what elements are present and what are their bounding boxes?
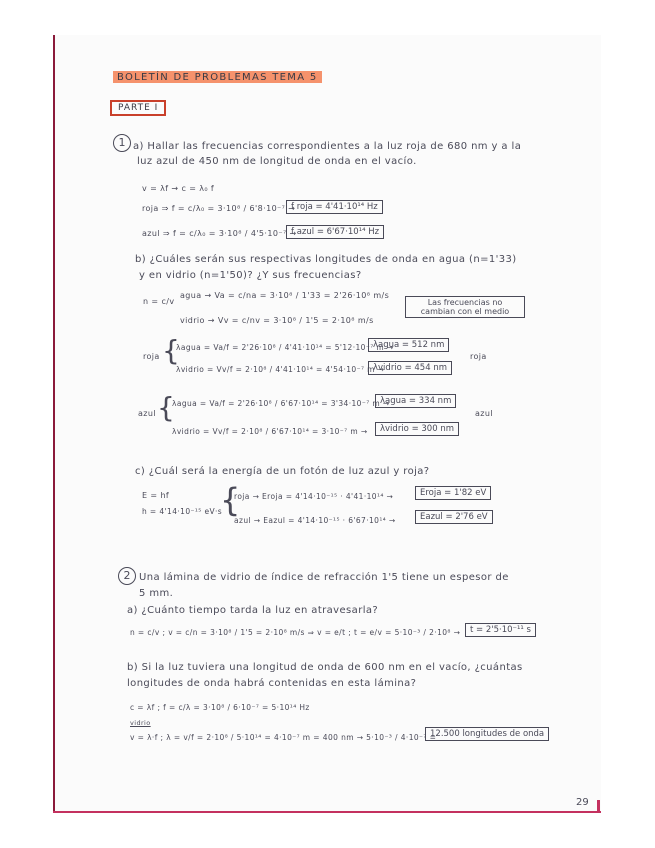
p1b-eq-vidrio: vidrio → Vv = c/nv = 3·10⁸ / 1'5 = 2·10⁸ m/s [180,316,374,325]
p2a-result: t = 2'5·10⁻¹¹ s [465,623,536,637]
p1b-azul-agua-result: λagua = 334 nm [375,394,456,408]
p2b-statement-2: longitudes de onda habrá contenidas en esta lámina? [127,678,417,689]
p1c-eq-azul: azul → Eazul = 4'14·10⁻¹⁵ · 6'67·10¹⁴ → [234,516,396,525]
p1b-roja-vidrio-result: λvidrio = 454 nm [368,361,452,375]
p1a-statement-1: a) Hallar las frecuencias correspondientes a la luz roja de 680 nm y a la [133,141,522,152]
p2b-eq1: c = λf ; f = c/λ = 3·10⁸ / 6·10⁻⁷ = 5·10¹⁴ Hz [130,703,310,712]
p2b-vidrio-label: vidrio [130,719,151,727]
p1b-statement-1: b) ¿Cuáles serán sus respectivas longitudes de onda en agua (n=1'33) [135,254,517,265]
brace-icon: { [162,334,180,367]
p1b-roja-agua-eq: λagua = Va/f = 2'26·10⁸ / 4'41·10¹⁴ = 5'12·10⁻⁷ m → [176,343,394,352]
p1b-note-box: Las frecuencias no cambian con el medio [405,296,525,318]
p1c-result-azul: Eazul = 2'76 eV [415,510,493,524]
p2b-statement-1: b) Si la luz tuviera una longitud de onda de 600 nm en el vacío, ¿cuántas [127,662,523,673]
page-number: 29 [576,797,589,808]
p2-statement-1: Una lámina de vidrio de índice de refracción 1'5 tiene un espesor de [139,572,509,583]
p1b-azul-vidrio-result: λvidrio = 300 nm [375,422,459,436]
problem-number-1: 1 [113,134,131,152]
p1a-result-roja: f roja = 4'41·10¹⁴ Hz [286,200,383,214]
p2b-result: 12.500 longitudes de onda [425,727,549,741]
p1a-eq-roja: roja ⇒ f = c/λ₀ = 3·10⁸ / 6'8·10⁻⁷ → [142,204,296,213]
p2a-eq: n = c/v ; v = c/n = 3·10⁸ / 1'5 = 2·10⁸ m/s ⇒ v = e/t ; t = e/v = 5·10⁻³ / 2·10⁸ → [130,628,461,637]
p1a-result-azul: f azul = 6'67·10¹⁴ Hz [286,225,384,239]
p2-statement-2: 5 mm. [139,588,174,599]
p1c-statement: c) ¿Cuál será la energía de un fotón de luz azul y roja? [135,466,430,477]
p1c-h-def: h = 4'14·10⁻¹⁵ eV·s [142,507,223,516]
p1b-azul-vidrio-eq: λvidrio = Vv/f = 2·10⁸ / 6'67·10¹⁴ = 3·10⁻⁷ m → [172,427,368,436]
p1c-e-def: E = hf [142,491,170,500]
p1b-roja-side: roja [470,352,487,361]
section-label: PARTE I [110,100,166,116]
p1a-statement-2: luz azul de 450 nm de longitud de onda en el vacío. [137,156,417,167]
corner-mark [597,800,600,812]
p2a-statement: a) ¿Cuánto tiempo tarda la luz en atravesarla? [127,605,379,616]
left-margin-line [53,35,55,812]
problem-number-2: 2 [118,567,136,585]
brace-icon: { [157,391,175,424]
p1b-azul-label: azul [138,409,156,418]
p1b-statement-2: y en vidrio (n=1'50)? ¿Y sus frecuencias? [139,270,362,281]
p1a-eq1: v = λf → c = λ₀ f [142,184,215,193]
p1b-n-def: n = c/v [143,297,175,306]
p1b-roja-label: roja [143,352,160,361]
p1c-result-roja: Eroja = 1'82 eV [415,486,491,500]
p2b-eq2: v = λ·f ; λ = v/f = 2·10⁸ / 5·10¹⁴ = 4·10⁻⁷ m = 400 nm → 5·10⁻³ / 4·10⁻⁷ = [130,733,437,742]
document-title: BOLETÍN DE PROBLEMAS TEMA 5 [113,71,322,83]
p1b-eq-agua: agua → Va = c/na = 3·10⁸ / 1'33 = 2'26·10⁸ m/s [180,291,390,300]
p1b-roja-agua-result: λagua = 512 nm [368,338,449,352]
p1a-eq-azul: azul ⇒ f = c/λ₀ = 3·10⁸ / 4'5·10⁻⁷ → [142,229,297,238]
p1c-eq-roja: roja → Eroja = 4'14·10⁻¹⁵ · 4'41·10¹⁴ → [234,492,394,501]
p1b-azul-agua-eq: λagua = Va/f = 2'26·10⁸ / 6'67·10¹⁴ = 3'34·10⁻⁷ m → [172,399,390,408]
p1b-azul-side: azul [475,409,493,418]
bottom-margin-line [53,811,601,813]
brace-icon: { [220,481,241,519]
p1b-roja-vidrio-eq: λvidrio = Vv/f = 2·10⁸ / 4'41·10¹⁴ = 4'54·10⁻⁷ m → [176,365,385,374]
